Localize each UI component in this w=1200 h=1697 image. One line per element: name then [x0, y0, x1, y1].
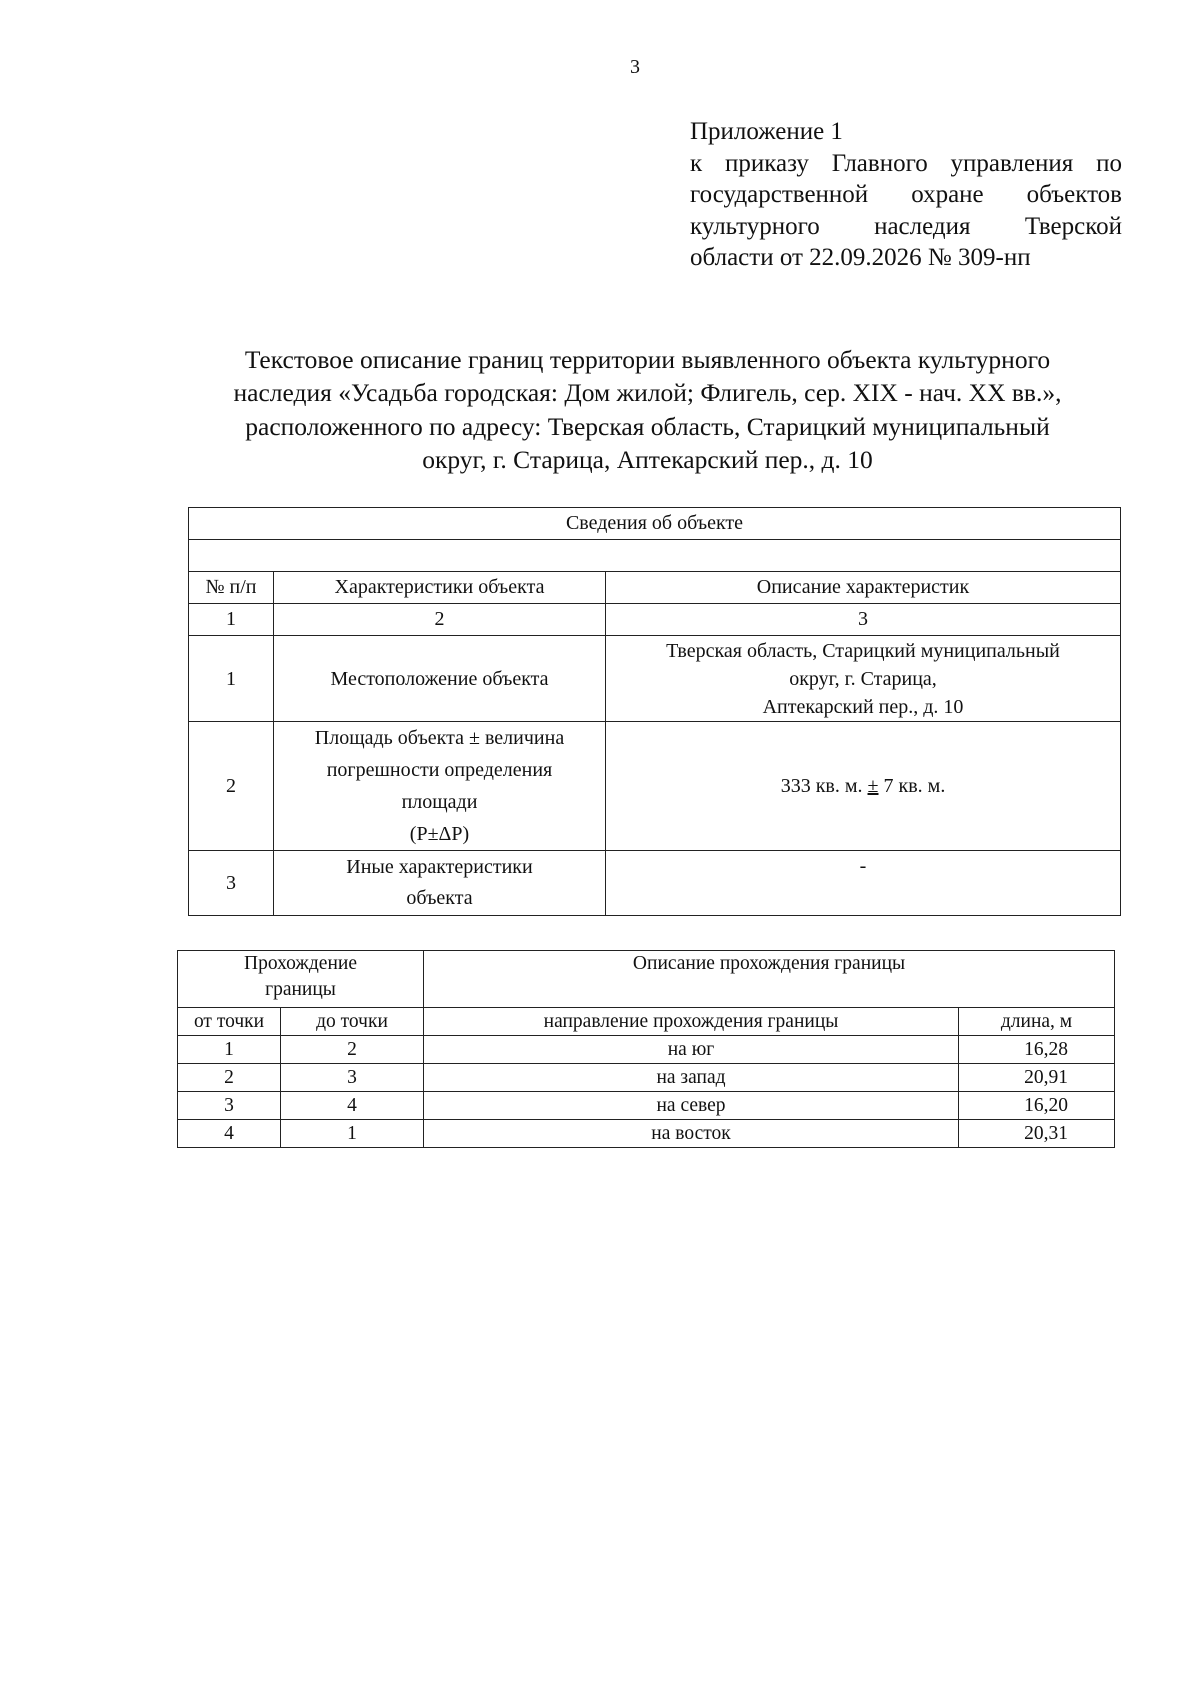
column-number: 1	[189, 604, 274, 636]
appendix-line: к приказу Главного управления по	[690, 149, 1122, 177]
appendix-title: Приложение 1	[690, 118, 843, 145]
from-point: 2	[178, 1064, 281, 1092]
title-line: Текстовое описание границ территории выявленного объекта культурного	[244, 345, 1051, 374]
table-row	[189, 636, 1121, 722]
area-value: 333 кв. м.	[780, 775, 868, 797]
column-header: Описание характеристик	[606, 572, 1121, 604]
title-line: расположенного по адресу: Тверская область, Старицкий муниципальный	[245, 411, 1050, 441]
passage-header-line: границы	[265, 979, 336, 1000]
table-row	[189, 851, 1121, 916]
description-cell	[606, 636, 1121, 722]
row-number: 2	[189, 722, 274, 851]
appendix-line: области от 22.09.2026 № 309-нп	[690, 244, 1031, 271]
row-number: 3	[189, 851, 274, 916]
direction: на север	[424, 1092, 959, 1120]
length: 20,31	[959, 1120, 1115, 1148]
table-row	[189, 722, 1121, 851]
characteristic-line: Иные характеристики	[346, 856, 533, 878]
description-line: Аптекарский пер., д. 10	[762, 695, 964, 718]
length: 20,91	[959, 1064, 1115, 1092]
area-tolerance: 7 кв. м.	[878, 775, 946, 797]
column-number: 3	[606, 604, 1121, 636]
characteristic-line: (P±ΔP)	[409, 823, 470, 845]
description-line: Тверская область, Старицкий муниципальный	[666, 639, 1060, 662]
description-line: округ, г. Старица,	[789, 667, 937, 690]
table-row	[178, 1064, 1115, 1092]
description-cell	[606, 722, 1121, 851]
characteristic-cell	[274, 722, 606, 851]
column-header: Характеристики объекта	[274, 572, 606, 604]
length-header: длина, м	[959, 1008, 1115, 1036]
characteristic-cell: Местоположение объекта	[274, 636, 606, 722]
from-point-header: от точки	[178, 1008, 281, 1036]
table-row	[178, 1036, 1115, 1064]
characteristic-line: объекта	[406, 887, 473, 909]
appendix-line: культурного наследия Тверской	[690, 212, 1122, 240]
from-point: 3	[178, 1092, 281, 1120]
to-point: 4	[281, 1092, 424, 1120]
boundary-table	[177, 950, 1115, 1148]
object-info-table	[188, 507, 1121, 916]
document-title	[160, 343, 1135, 476]
table-row	[178, 1092, 1115, 1120]
table-caption: Сведения об объекте	[189, 508, 1121, 540]
title-line: округ, г. Старица, Аптекарский пер., д. 10	[422, 444, 873, 474]
to-point: 3	[281, 1064, 424, 1092]
direction-header: направление прохождения границы	[424, 1008, 959, 1036]
table-row	[178, 1120, 1115, 1148]
to-point: 2	[281, 1036, 424, 1064]
appendix-line: государственной охране объектов	[690, 181, 1122, 208]
passage-header-line: Прохождение	[244, 953, 357, 974]
characteristic-cell	[274, 851, 606, 916]
from-point: 1	[178, 1036, 281, 1064]
description-cell: -	[606, 851, 1121, 916]
to-point: 1	[281, 1120, 424, 1148]
table-spacer-row	[189, 540, 1121, 572]
to-point-header: до точки	[281, 1008, 424, 1036]
length: 16,20	[959, 1092, 1115, 1120]
direction: на запад	[424, 1064, 959, 1092]
page-number: 3	[630, 56, 640, 78]
column-number: 2	[274, 604, 606, 636]
column-header: № п/п	[189, 572, 274, 604]
characteristic-line: Площадь объекта ± величина	[314, 727, 565, 749]
characteristic-line: площади	[401, 791, 478, 813]
row-number: 1	[189, 636, 274, 722]
direction: на юг	[424, 1036, 959, 1064]
appendix-header	[690, 116, 1122, 274]
characteristic-line: погрешности определения	[326, 759, 553, 781]
passage-header	[178, 951, 424, 1008]
length: 16,28	[959, 1036, 1115, 1064]
direction: на восток	[424, 1120, 959, 1148]
title-line: наследия «Усадьба городская: Дом жилой; Флигель, сер. XIX - нач. XX вв.»,	[233, 378, 1062, 408]
boundary-description-header: Описание прохождения границы	[424, 951, 1115, 1008]
from-point: 4	[178, 1120, 281, 1148]
plus-minus-sign: ±	[867, 775, 879, 797]
